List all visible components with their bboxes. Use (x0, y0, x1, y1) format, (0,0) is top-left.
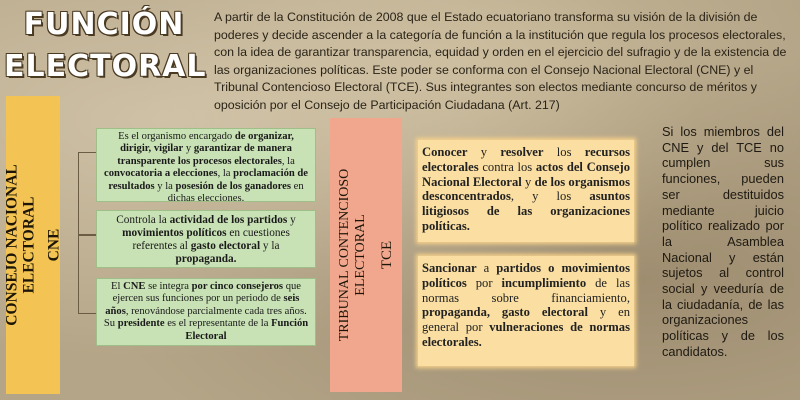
title-line-2: ELECTORAL (4, 49, 207, 84)
cne-bracket-top (78, 152, 97, 236)
tce-item-sanctions: Sancionar a partidos o movimientos políticos por incumplimiento de las normas sobre financiamiento, propaganda, gasto electoral y en general por vulneraciones de normas electorales. (418, 256, 634, 366)
tce-vertical-label (337, 169, 395, 342)
cne-bracket-bottom (78, 234, 97, 314)
tce-name-line-1: TRIBUNAL CONTENCIOSO (337, 168, 352, 342)
page-title (4, 4, 207, 88)
cne-vertical-label (4, 164, 63, 325)
tce-label-box (330, 118, 402, 392)
tce-item-competence: Conocer y resolver los recursos electorales contra los actos del Consejo Nacional Electoral y de los organismos desconcentrados, y los asuntos litigiosos de las organizaciones políticas. (418, 140, 634, 242)
title-line-1: FUNCIÓN (23, 7, 185, 42)
tce-name-line-2: ELECTORAL (353, 214, 368, 296)
intro-paragraph: A partir de la Constitución de 2008 que el Estado ecuatoriano transforma su visión de la división de poderes y decide ascender a la categoría de función a la institución que regula los procesos electorales, con la idea de garantizar transparencia, equidad y orden en el ejercicio del sufragio y de la existencia de las organizaciones políticas. Este poder se conforma con el Consejo Nacional Electoral (CNE) y el Tribunal Contencioso Electoral (TCE). Sus integrantes son electos mediante concurso de méritos y oposición por el Consejo de Participación Ciudadana (Art. 217) (214, 10, 787, 112)
cne-item-functions: Es el organismo encargado de organizar, dirigir, vigilar y garantizar de manera transparente los procesos electorales, la convocatoria a elecciones, la proclamación de resultados y la posesión de los ganadores en dichas elecciones. (96, 128, 316, 202)
impeachment-note: Si los miembros del CNE y del TCE no cumplen sus funciones, pueden ser destituidos mediante juicio político realizado por la Asamblea Nacional y están sujetos al control social y veeduría de la ciudadanía, de las organizaciones políticas y de los candidatos. (662, 124, 784, 359)
cne-abbr: CNE (45, 228, 63, 262)
cne-name-line-2: ELECTORAL (20, 196, 38, 294)
cne-name-line-1: CONSEJO NACIONAL (3, 164, 21, 326)
cne-item-composition: El CNE se integra por cinco consejeros que ejercen sus funciones por un periodo de seis años, renovándose parcialmente cada tres años. Su presidente es el representante de la Función Electoral (96, 278, 316, 346)
cne-label-box (3, 96, 63, 394)
tce-abbr: TCE (379, 240, 395, 270)
cne-item-control: Controla la actividad de los partidos y movimientos políticos en cuestiones referentes al gasto electoral y la propaganda. (96, 210, 316, 268)
